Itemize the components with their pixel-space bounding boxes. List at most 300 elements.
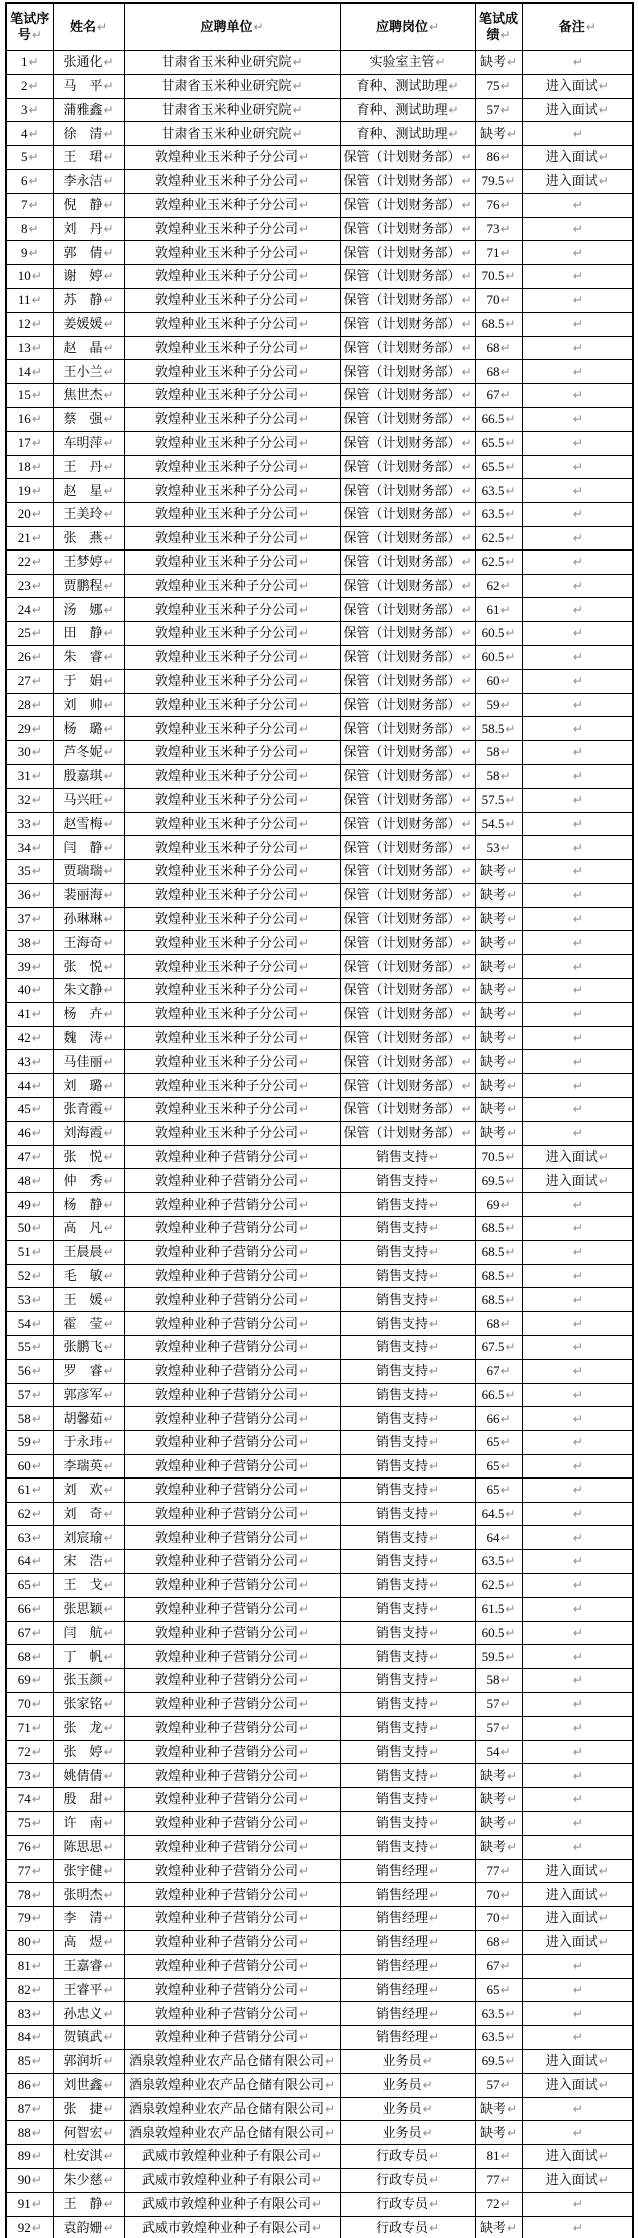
table-cell-no[interactable]	[6, 598, 53, 622]
table-cell-remark[interactable]	[522, 169, 633, 193]
table-cell-score[interactable]	[475, 336, 522, 360]
table-cell-name[interactable]	[53, 1883, 124, 1907]
table-cell-score[interactable]	[475, 1835, 522, 1859]
table-cell-name[interactable]	[53, 669, 124, 693]
table-cell-no[interactable]	[6, 1692, 53, 1716]
table-cell-name[interactable]	[53, 336, 124, 360]
table-cell-position[interactable]	[340, 1240, 475, 1264]
table-cell-name[interactable]	[53, 1478, 124, 1502]
table-cell-name[interactable]	[53, 574, 124, 598]
table-cell-score[interactable]	[475, 1883, 522, 1907]
table-cell-name[interactable]	[53, 503, 124, 527]
table-cell-position[interactable]	[340, 669, 475, 693]
table-cell-no[interactable]	[6, 1169, 53, 1193]
table-cell-remark[interactable]	[522, 312, 633, 336]
table-cell-unit[interactable]	[124, 1954, 340, 1978]
table-cell-remark[interactable]	[522, 2216, 633, 2238]
table-cell-remark[interactable]	[522, 1383, 633, 1407]
table-cell-remark[interactable]	[522, 741, 633, 765]
table-cell-position[interactable]	[340, 741, 475, 765]
table-cell-position[interactable]	[340, 979, 475, 1003]
table-cell-name[interactable]	[53, 98, 124, 122]
table-cell-unit[interactable]	[124, 955, 340, 979]
table-cell-no[interactable]	[6, 1407, 53, 1431]
header-cell-name[interactable]	[53, 3, 124, 51]
table-cell-unit[interactable]	[124, 1597, 340, 1621]
table-cell-unit[interactable]	[124, 1835, 340, 1859]
table-cell-score[interactable]	[475, 883, 522, 907]
table-cell-unit[interactable]	[124, 1907, 340, 1931]
table-cell-position[interactable]	[340, 2049, 475, 2073]
table-cell-unit[interactable]	[124, 1811, 340, 1835]
table-cell-score[interactable]	[475, 1026, 522, 1050]
table-cell-remark[interactable]	[522, 265, 633, 289]
table-cell-name[interactable]	[53, 1145, 124, 1169]
table-cell-name[interactable]	[53, 1835, 124, 1859]
table-cell-remark[interactable]	[522, 288, 633, 312]
table-cell-position[interactable]	[340, 883, 475, 907]
table-cell-score[interactable]	[475, 2145, 522, 2169]
table-cell-score[interactable]	[475, 645, 522, 669]
table-cell-no[interactable]	[6, 1907, 53, 1931]
table-cell-name[interactable]	[53, 455, 124, 479]
table-cell-name[interactable]	[53, 2049, 124, 2073]
table-cell-position[interactable]	[340, 1121, 475, 1145]
table-cell-score[interactable]	[475, 1645, 522, 1669]
table-cell-remark[interactable]	[522, 1526, 633, 1550]
table-cell-no[interactable]	[6, 122, 53, 146]
table-cell-unit[interactable]	[124, 1788, 340, 1812]
table-cell-score[interactable]	[475, 407, 522, 431]
table-cell-unit[interactable]	[124, 574, 340, 598]
table-cell-no[interactable]	[6, 360, 53, 384]
table-cell-position[interactable]	[340, 1074, 475, 1098]
table-cell-no[interactable]	[6, 1669, 53, 1693]
table-cell-no[interactable]	[6, 907, 53, 931]
table-cell-no[interactable]	[6, 193, 53, 217]
table-cell-position[interactable]	[340, 1359, 475, 1383]
table-cell-no[interactable]	[6, 1764, 53, 1788]
table-cell-remark[interactable]	[522, 836, 633, 860]
table-cell-score[interactable]	[475, 1740, 522, 1764]
table-cell-score[interactable]	[475, 860, 522, 884]
table-cell-unit[interactable]	[124, 622, 340, 646]
table-cell-remark[interactable]	[522, 360, 633, 384]
table-cell-position[interactable]	[340, 2026, 475, 2050]
table-cell-position[interactable]	[340, 1645, 475, 1669]
table-cell-no[interactable]	[6, 146, 53, 170]
table-cell-remark[interactable]	[522, 241, 633, 265]
table-cell-no[interactable]	[6, 1550, 53, 1574]
table-cell-position[interactable]	[340, 1692, 475, 1716]
table-cell-unit[interactable]	[124, 1859, 340, 1883]
table-cell-no[interactable]	[6, 1526, 53, 1550]
table-cell-remark[interactable]	[522, 526, 633, 550]
table-cell-score[interactable]	[475, 2121, 522, 2145]
table-cell-score[interactable]	[475, 1574, 522, 1598]
table-cell-score[interactable]	[475, 2073, 522, 2097]
table-cell-position[interactable]	[340, 1407, 475, 1431]
table-cell-unit[interactable]	[124, 1407, 340, 1431]
table-cell-name[interactable]	[53, 384, 124, 408]
table-cell-no[interactable]	[6, 1478, 53, 1502]
table-cell-position[interactable]	[340, 479, 475, 503]
table-cell-score[interactable]	[475, 146, 522, 170]
table-cell-remark[interactable]	[522, 1692, 633, 1716]
table-cell-no[interactable]	[6, 288, 53, 312]
table-cell-name[interactable]	[53, 2073, 124, 2097]
table-cell-remark[interactable]	[522, 51, 633, 75]
table-cell-score[interactable]	[475, 2026, 522, 2050]
table-cell-score[interactable]	[475, 979, 522, 1003]
table-cell-score[interactable]	[475, 265, 522, 289]
table-cell-score[interactable]	[475, 503, 522, 527]
table-cell-score[interactable]	[475, 98, 522, 122]
table-cell-name[interactable]	[53, 1288, 124, 1312]
table-cell-score[interactable]	[475, 1692, 522, 1716]
table-cell-no[interactable]	[6, 2097, 53, 2121]
table-cell-position[interactable]	[340, 598, 475, 622]
table-cell-remark[interactable]	[522, 2097, 633, 2121]
table-cell-unit[interactable]	[124, 1217, 340, 1241]
table-cell-remark[interactable]	[522, 455, 633, 479]
table-cell-remark[interactable]	[522, 98, 633, 122]
table-cell-remark[interactable]	[522, 1312, 633, 1336]
table-cell-name[interactable]	[53, 1455, 124, 1479]
table-cell-score[interactable]	[475, 1145, 522, 1169]
table-cell-score[interactable]	[475, 2168, 522, 2192]
table-cell-remark[interactable]	[522, 860, 633, 884]
table-cell-unit[interactable]	[124, 1312, 340, 1336]
table-cell-unit[interactable]	[124, 2216, 340, 2238]
table-cell-unit[interactable]	[124, 1050, 340, 1074]
table-cell-name[interactable]	[53, 717, 124, 741]
table-cell-score[interactable]	[475, 1811, 522, 1835]
table-cell-name[interactable]	[53, 312, 124, 336]
table-cell-score[interactable]	[475, 241, 522, 265]
table-cell-position[interactable]	[340, 241, 475, 265]
table-cell-name[interactable]	[53, 1002, 124, 1026]
table-cell-score[interactable]	[475, 1407, 522, 1431]
table-cell-position[interactable]	[340, 788, 475, 812]
table-cell-position[interactable]	[340, 1145, 475, 1169]
table-cell-unit[interactable]	[124, 979, 340, 1003]
table-cell-unit[interactable]	[124, 788, 340, 812]
table-cell-remark[interactable]	[522, 1883, 633, 1907]
table-cell-no[interactable]	[6, 1621, 53, 1645]
table-cell-unit[interactable]	[124, 645, 340, 669]
table-cell-remark[interactable]	[522, 2026, 633, 2050]
table-cell-name[interactable]	[53, 1407, 124, 1431]
table-cell-position[interactable]	[340, 2168, 475, 2192]
table-cell-remark[interactable]	[522, 146, 633, 170]
table-cell-unit[interactable]	[124, 526, 340, 550]
table-cell-name[interactable]	[53, 1502, 124, 1526]
table-cell-position[interactable]	[340, 2121, 475, 2145]
table-cell-remark[interactable]	[522, 479, 633, 503]
table-cell-unit[interactable]	[124, 1764, 340, 1788]
table-cell-score[interactable]	[475, 1431, 522, 1455]
table-cell-unit[interactable]	[124, 1074, 340, 1098]
table-cell-score[interactable]	[475, 1859, 522, 1883]
table-cell-remark[interactable]	[522, 1050, 633, 1074]
table-cell-remark[interactable]	[522, 1835, 633, 1859]
table-cell-remark[interactable]	[522, 574, 633, 598]
table-cell-unit[interactable]	[124, 1145, 340, 1169]
table-cell-no[interactable]	[6, 1835, 53, 1859]
table-cell-no[interactable]	[6, 788, 53, 812]
table-cell-no[interactable]	[6, 503, 53, 527]
table-cell-position[interactable]	[340, 907, 475, 931]
table-cell-name[interactable]	[53, 645, 124, 669]
table-cell-unit[interactable]	[124, 1336, 340, 1360]
table-cell-remark[interactable]	[522, 645, 633, 669]
table-cell-no[interactable]	[6, 550, 53, 574]
table-cell-name[interactable]	[53, 122, 124, 146]
table-cell-no[interactable]	[6, 741, 53, 765]
table-cell-remark[interactable]	[522, 717, 633, 741]
table-cell-unit[interactable]	[124, 288, 340, 312]
table-cell-name[interactable]	[53, 1597, 124, 1621]
table-cell-name[interactable]	[53, 193, 124, 217]
table-cell-position[interactable]	[340, 336, 475, 360]
table-cell-score[interactable]	[475, 669, 522, 693]
table-cell-score[interactable]	[475, 2097, 522, 2121]
table-cell-remark[interactable]	[522, 1074, 633, 1098]
table-cell-position[interactable]	[340, 1264, 475, 1288]
table-cell-remark[interactable]	[522, 1026, 633, 1050]
table-cell-score[interactable]	[475, 788, 522, 812]
table-cell-position[interactable]	[340, 1169, 475, 1193]
table-cell-position[interactable]	[340, 146, 475, 170]
table-cell-unit[interactable]	[124, 74, 340, 98]
table-cell-unit[interactable]	[124, 669, 340, 693]
table-cell-name[interactable]	[53, 931, 124, 955]
table-cell-unit[interactable]	[124, 217, 340, 241]
table-cell-remark[interactable]	[522, 1169, 633, 1193]
table-cell-position[interactable]	[340, 836, 475, 860]
table-cell-position[interactable]	[340, 1859, 475, 1883]
table-cell-remark[interactable]	[522, 503, 633, 527]
table-cell-no[interactable]	[6, 455, 53, 479]
table-cell-remark[interactable]	[522, 193, 633, 217]
table-cell-position[interactable]	[340, 503, 475, 527]
table-cell-remark[interactable]	[522, 693, 633, 717]
table-cell-unit[interactable]	[124, 51, 340, 75]
table-cell-score[interactable]	[475, 360, 522, 384]
table-cell-position[interactable]	[340, 1193, 475, 1217]
table-cell-name[interactable]	[53, 1930, 124, 1954]
table-cell-position[interactable]	[340, 1502, 475, 1526]
table-cell-position[interactable]	[340, 1978, 475, 2002]
table-cell-remark[interactable]	[522, 1264, 633, 1288]
table-cell-name[interactable]	[53, 1359, 124, 1383]
table-cell-score[interactable]	[475, 955, 522, 979]
table-cell-position[interactable]	[340, 1526, 475, 1550]
table-cell-score[interactable]	[475, 1550, 522, 1574]
table-cell-name[interactable]	[53, 1740, 124, 1764]
table-cell-unit[interactable]	[124, 455, 340, 479]
table-cell-position[interactable]	[340, 1550, 475, 1574]
table-cell-position[interactable]	[340, 574, 475, 598]
table-cell-score[interactable]	[475, 2192, 522, 2216]
table-cell-name[interactable]	[53, 693, 124, 717]
table-cell-remark[interactable]	[522, 1121, 633, 1145]
table-cell-no[interactable]	[6, 479, 53, 503]
table-cell-name[interactable]	[53, 1811, 124, 1835]
table-cell-name[interactable]	[53, 2097, 124, 2121]
table-cell-unit[interactable]	[124, 717, 340, 741]
table-cell-remark[interactable]	[522, 1597, 633, 1621]
table-cell-name[interactable]	[53, 1526, 124, 1550]
table-cell-unit[interactable]	[124, 1455, 340, 1479]
table-cell-unit[interactable]	[124, 741, 340, 765]
table-cell-unit[interactable]	[124, 2168, 340, 2192]
table-cell-unit[interactable]	[124, 1169, 340, 1193]
table-cell-position[interactable]	[340, 1954, 475, 1978]
table-cell-unit[interactable]	[124, 1002, 340, 1026]
table-cell-name[interactable]	[53, 1692, 124, 1716]
table-cell-remark[interactable]	[522, 1217, 633, 1241]
table-cell-position[interactable]	[340, 1764, 475, 1788]
table-cell-position[interactable]	[340, 1431, 475, 1455]
table-cell-unit[interactable]	[124, 693, 340, 717]
table-cell-score[interactable]	[475, 741, 522, 765]
table-cell-no[interactable]	[6, 2145, 53, 2169]
table-cell-remark[interactable]	[522, 1764, 633, 1788]
table-cell-unit[interactable]	[124, 1526, 340, 1550]
table-cell-unit[interactable]	[124, 2026, 340, 2050]
table-cell-position[interactable]	[340, 1574, 475, 1598]
table-cell-score[interactable]	[475, 764, 522, 788]
table-cell-score[interactable]	[475, 1502, 522, 1526]
table-cell-no[interactable]	[6, 836, 53, 860]
table-cell-score[interactable]	[475, 907, 522, 931]
table-cell-remark[interactable]	[522, 1002, 633, 1026]
table-cell-score[interactable]	[475, 431, 522, 455]
table-cell-unit[interactable]	[124, 1240, 340, 1264]
table-cell-no[interactable]	[6, 979, 53, 1003]
table-cell-position[interactable]	[340, 1026, 475, 1050]
table-cell-position[interactable]	[340, 1336, 475, 1360]
table-cell-remark[interactable]	[522, 1621, 633, 1645]
table-cell-score[interactable]	[475, 574, 522, 598]
table-cell-name[interactable]	[53, 217, 124, 241]
table-cell-name[interactable]	[53, 1240, 124, 1264]
table-cell-remark[interactable]	[522, 1716, 633, 1740]
table-cell-unit[interactable]	[124, 169, 340, 193]
table-cell-unit[interactable]	[124, 883, 340, 907]
table-cell-remark[interactable]	[522, 1907, 633, 1931]
table-cell-remark[interactable]	[522, 217, 633, 241]
table-cell-remark[interactable]	[522, 669, 633, 693]
table-cell-position[interactable]	[340, 1455, 475, 1479]
table-cell-remark[interactable]	[522, 2073, 633, 2097]
table-cell-score[interactable]	[475, 1621, 522, 1645]
table-cell-position[interactable]	[340, 1811, 475, 1835]
table-cell-remark[interactable]	[522, 2168, 633, 2192]
table-cell-unit[interactable]	[124, 2097, 340, 2121]
table-cell-name[interactable]	[53, 979, 124, 1003]
table-cell-unit[interactable]	[124, 241, 340, 265]
table-cell-name[interactable]	[53, 1193, 124, 1217]
table-cell-score[interactable]	[475, 1193, 522, 1217]
table-cell-score[interactable]	[475, 384, 522, 408]
table-cell-no[interactable]	[6, 1193, 53, 1217]
table-cell-remark[interactable]	[522, 2192, 633, 2216]
table-cell-unit[interactable]	[124, 1645, 340, 1669]
table-cell-unit[interactable]	[124, 1359, 340, 1383]
table-cell-position[interactable]	[340, 1288, 475, 1312]
table-cell-name[interactable]	[53, 1550, 124, 1574]
table-cell-score[interactable]	[475, 1455, 522, 1479]
table-cell-position[interactable]	[340, 1217, 475, 1241]
table-cell-no[interactable]	[6, 407, 53, 431]
table-cell-unit[interactable]	[124, 312, 340, 336]
table-cell-unit[interactable]	[124, 860, 340, 884]
table-cell-position[interactable]	[340, 622, 475, 646]
table-cell-remark[interactable]	[522, 2145, 633, 2169]
table-cell-score[interactable]	[475, 1907, 522, 1931]
table-cell-position[interactable]	[340, 860, 475, 884]
table-cell-name[interactable]	[53, 883, 124, 907]
table-cell-no[interactable]	[6, 1098, 53, 1122]
table-cell-name[interactable]	[53, 836, 124, 860]
table-cell-no[interactable]	[6, 1336, 53, 1360]
table-cell-remark[interactable]	[522, 1811, 633, 1835]
table-cell-position[interactable]	[340, 312, 475, 336]
table-cell-unit[interactable]	[124, 2002, 340, 2026]
table-cell-unit[interactable]	[124, 931, 340, 955]
table-cell-name[interactable]	[53, 2216, 124, 2238]
table-cell-name[interactable]	[53, 1788, 124, 1812]
table-cell-remark[interactable]	[522, 384, 633, 408]
table-cell-no[interactable]	[6, 1883, 53, 1907]
table-cell-remark[interactable]	[522, 1431, 633, 1455]
table-cell-remark[interactable]	[522, 1336, 633, 1360]
table-cell-score[interactable]	[475, 1240, 522, 1264]
table-cell-unit[interactable]	[124, 98, 340, 122]
table-cell-no[interactable]	[6, 1930, 53, 1954]
table-cell-unit[interactable]	[124, 1121, 340, 1145]
table-cell-no[interactable]	[6, 860, 53, 884]
table-cell-score[interactable]	[475, 1002, 522, 1026]
table-cell-no[interactable]	[6, 955, 53, 979]
table-cell-no[interactable]	[6, 1502, 53, 1526]
table-cell-no[interactable]	[6, 931, 53, 955]
table-cell-score[interactable]	[475, 1264, 522, 1288]
table-cell-remark[interactable]	[522, 1669, 633, 1693]
table-cell-name[interactable]	[53, 2192, 124, 2216]
table-cell-no[interactable]	[6, 1859, 53, 1883]
table-cell-score[interactable]	[475, 1764, 522, 1788]
table-cell-position[interactable]	[340, 2073, 475, 2097]
table-cell-name[interactable]	[53, 1264, 124, 1288]
table-cell-name[interactable]	[53, 1431, 124, 1455]
table-cell-no[interactable]	[6, 1359, 53, 1383]
table-cell-no[interactable]	[6, 1074, 53, 1098]
table-cell-no[interactable]	[6, 74, 53, 98]
table-cell-name[interactable]	[53, 1621, 124, 1645]
table-cell-no[interactable]	[6, 2121, 53, 2145]
table-cell-position[interactable]	[340, 384, 475, 408]
table-cell-unit[interactable]	[124, 1621, 340, 1645]
table-cell-no[interactable]	[6, 1026, 53, 1050]
table-cell-no[interactable]	[6, 1597, 53, 1621]
table-cell-unit[interactable]	[124, 431, 340, 455]
table-cell-unit[interactable]	[124, 1502, 340, 1526]
table-cell-no[interactable]	[6, 526, 53, 550]
